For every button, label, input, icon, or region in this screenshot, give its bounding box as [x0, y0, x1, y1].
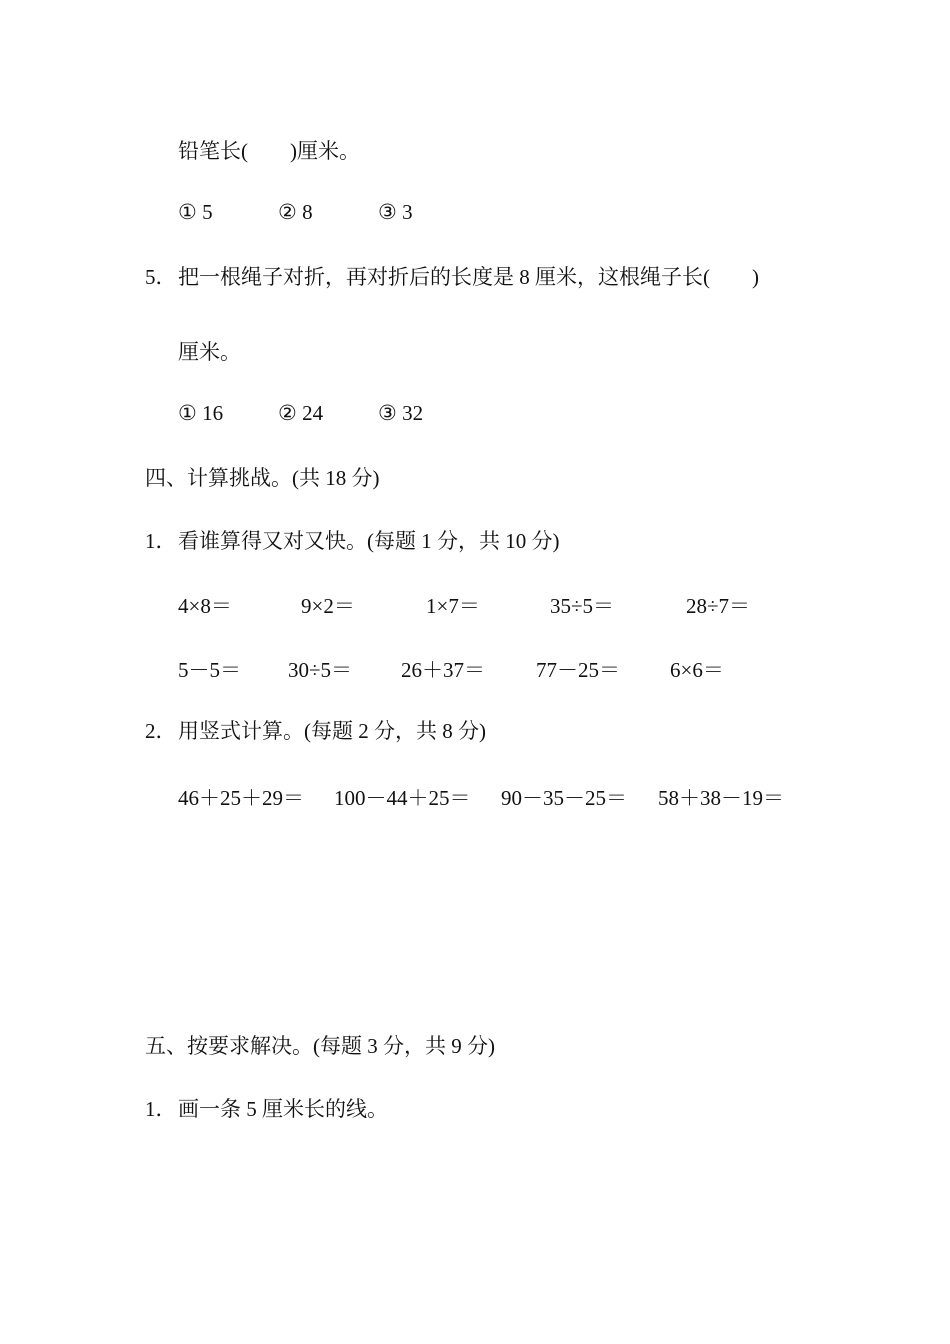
vertical-calc-item: 58＋38－19＝ — [658, 786, 784, 810]
calc-item: 77－25＝ — [536, 658, 620, 682]
calc-item: 1×7＝ — [426, 594, 480, 618]
section-4-question-2 — [145, 717, 486, 745]
calc-item: 26＋37＝ — [401, 658, 485, 682]
calc-item: 35÷5＝ — [550, 594, 615, 618]
option-3: ③ 3 — [378, 200, 413, 224]
option-2: ② 8 — [278, 200, 313, 224]
section-4-question-1 — [145, 527, 560, 555]
calc-item: 9×2＝ — [301, 594, 355, 618]
calc-item: 28÷7＝ — [686, 594, 751, 618]
question-4-text-continued: 铅笔长( )厘米。 — [178, 139, 360, 163]
section-5-heading: 五、按要求解决。(每题 3 分，共 9 分) — [145, 1034, 495, 1058]
vertical-calc-item: 46＋25＋29＝ — [178, 786, 304, 810]
calc-item: 6×6＝ — [670, 658, 724, 682]
question-5 — [145, 263, 759, 291]
question-text: 画一条 5 厘米长的线。 — [178, 1097, 388, 1121]
question-number: 1． — [145, 1097, 177, 1121]
question-5-text-continued: 厘米。 — [178, 340, 241, 364]
question-number: 5． — [145, 265, 177, 289]
question-text: 用竖式计算。(每题 2 分，共 8 分) — [178, 719, 486, 743]
question-number: 1． — [145, 529, 177, 553]
question-number: 2． — [145, 719, 177, 743]
option-1: ① 16 — [178, 401, 224, 425]
section-5-question-1 — [145, 1095, 388, 1123]
question-text: 看谁算得又对又快。(每题 1 分，共 10 分) — [178, 529, 560, 553]
vertical-calc-item: 100－44＋25＝ — [334, 786, 471, 810]
option-2: ② 24 — [278, 401, 324, 425]
option-1: ① 5 — [178, 200, 213, 224]
calc-item: 5－5＝ — [178, 658, 241, 682]
calc-item: 30÷5＝ — [288, 658, 353, 682]
calc-item: 4×8＝ — [178, 594, 232, 618]
option-3: ③ 32 — [378, 401, 424, 425]
vertical-calc-item: 90－35－25＝ — [501, 786, 627, 810]
section-4-heading: 四、计算挑战。(共 18 分) — [145, 466, 380, 490]
question-text: 把一根绳子对折，再对折后的长度是 8 厘米，这根绳子长( ) — [178, 265, 759, 289]
